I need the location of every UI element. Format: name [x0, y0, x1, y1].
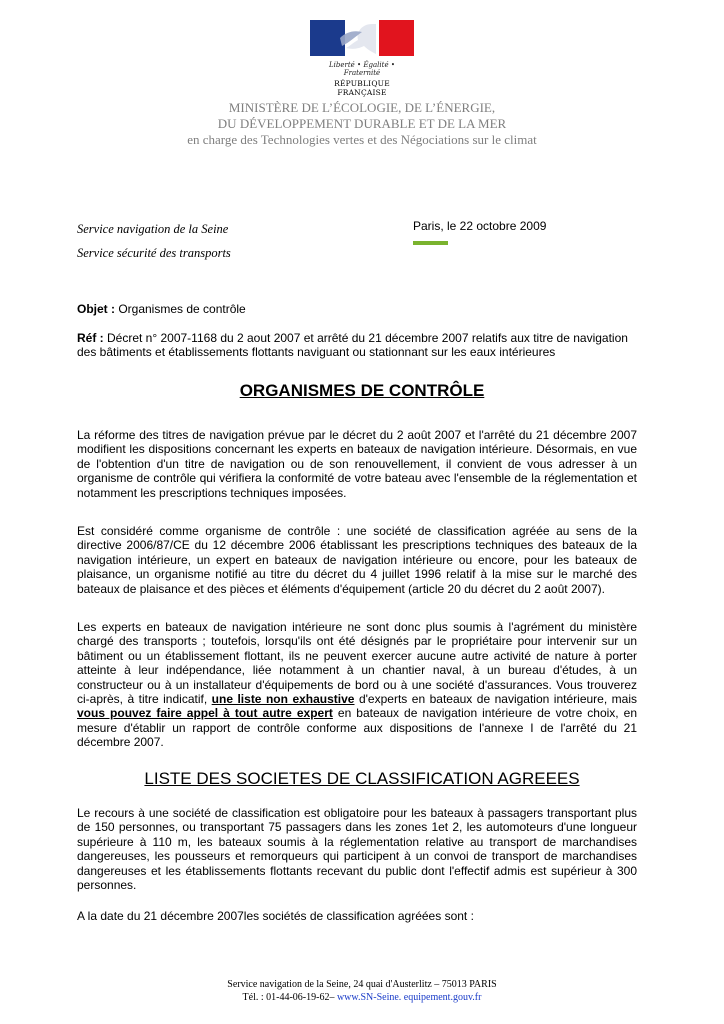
- footer: [0, 978, 724, 1004]
- objet-label: Objet :: [77, 302, 115, 316]
- reference-line: [77, 331, 637, 360]
- letter-date: Paris, le 22 octobre 2009: [413, 219, 547, 233]
- emphasis-liste-non-exhaustive: une liste non exhaustive: [211, 692, 355, 707]
- ministry-line-1: MINISTÈRE DE L’ÉCOLOGIE, DE L’ÉNERGIE,: [228, 100, 496, 115]
- republic-motto: Liberté • Égalité • Fraternité: [329, 61, 395, 77]
- ministry-line-3: en charge des Technologies vertes et des Négociations sur le climat: [187, 132, 537, 147]
- paragraph-reforme: La réforme des titres de navigation prévue par le décret du 2 août 2007 et l'arrêté du 21 décembre 2007 modifient les dispositions concernant les experts en bateaux de navigation intérieure. Désormais, en vue de l'obtention d'un titre de navigation ou de son renouvellement, il convient de vous adresser à un organisme de contrôle qui vérifiera la conformité de votre bateau avec l'ensemble de la réglementation et notamment les prescriptions techniques imposées.: [77, 428, 637, 500]
- footer-website-link[interactable]: www.SN-Seine. equipement.gouv.fr: [336, 992, 482, 1003]
- paragraph-experts: [77, 620, 637, 750]
- ministry-line-2: DU DÉVELOPPEMENT DURABLE ET DE LA MER: [217, 116, 507, 131]
- ref-label: Réf :: [77, 331, 104, 345]
- objet-line: [77, 302, 637, 316]
- republique-francaise-label: RÉPUBLIQUE FRANÇAISE: [334, 79, 390, 97]
- marianne-logo: [310, 20, 414, 97]
- ministry-header: [0, 100, 724, 148]
- marianne-profile-icon: [310, 20, 414, 56]
- experts-text-1: Les experts en bateaux de navigation intérieure ne sont donc plus soumis à l'agrément du ministère chargé des transports ; toutefois, lorsqu'ils ont été désignés par le propriétaire pour intervenir sur un bâtiment ou un établissement flottant, ils ne peuvent exercer aucune autre activité de nature à porter atteinte à leur indépendance, liée notamment à un chantier naval, à un bureau d'études, à un constructeur ou à un installateur d'équipements de bord ou à une société d'assurances. Vous trouverez ci-après, à titre indicatif,: [77, 620, 637, 707]
- section-title-organismes: ORGANISMES DE CONTRÔLE: [239, 381, 485, 400]
- paragraph-organisme-definition: Est considéré comme organisme de contrôle : une société de classification agréée au sens de la directive 2006/87/CE du 12 décembre 2006 établissant les prescriptions techniques des bateaux de la navigation intérieure, un expert en bateaux de navigation intérieure ou encore, pour les bateaux de plaisance, un organisme notifié au titre du décret du 4 juillet 1996 relatif à la mise sur le marché des bateaux de plaisance et des pièces et éléments d'équipement (article 20 du décret du 2 août 2007).: [77, 524, 637, 596]
- section-title-societes: LISTE DES SOCIETES DE CLASSIFICATION AGREEES: [144, 769, 580, 788]
- paragraph-recours: Le recours à une société de classification est obligatoire pour les bateaux à passagers transportant plus de 150 personnes, ou transportant 75 passagers dans les zones 1et 2, les automoteurs d'une longueur supérieure à 110 m, les bateaux soumis à la réglementation relative au transport de marchandises dangereuses, les pousseurs et remorqueurs qui participent à un convoi de transport de marchandises dangereuses et les établissements flottants recevant du public dont l'effectif admis est supérieur à 300 personnes.: [77, 806, 637, 893]
- footer-address: Service navigation de la Seine, 24 quai d'Austerlitz – 75013 PARIS: [227, 979, 497, 990]
- ref-text: Décret n° 2007-1168 du 2 aout 2007 et arrêté du 21 décembre 2007 relatifs aux titre de navigation des bâtiments et établissements flottants naviguant ou stationnant sur les eaux intérieures: [77, 331, 628, 360]
- service-navigation: Service navigation de la Seine: [77, 222, 229, 236]
- sender-services: [77, 217, 231, 265]
- footer-contact: [0, 991, 724, 1004]
- service-securite: Service sécurité des transports: [77, 246, 231, 260]
- footer-phone: Tél. : 01-44-06-19-62–: [242, 992, 337, 1003]
- date-accent-bar: [413, 241, 448, 245]
- french-flag-icon: [310, 20, 414, 56]
- emphasis-tout-autre-expert: vous pouvez faire appel à tout autre expert: [77, 706, 333, 721]
- experts-text-2: d'experts en bateaux de navigation intérieure, mais: [354, 692, 637, 707]
- paragraph-date-societes: A la date du 21 décembre 2007les sociétés de classification agréées sont :: [77, 909, 474, 923]
- objet-text: Organismes de contrôle: [115, 302, 246, 316]
- experts-text-3: en bateaux de navigation intérieure de votre choix, en mesure d'établir un rapport de contrôle conforme aux dispositions de l'annexe I de l'arrêté du 21 décembre 2007.: [77, 706, 637, 750]
